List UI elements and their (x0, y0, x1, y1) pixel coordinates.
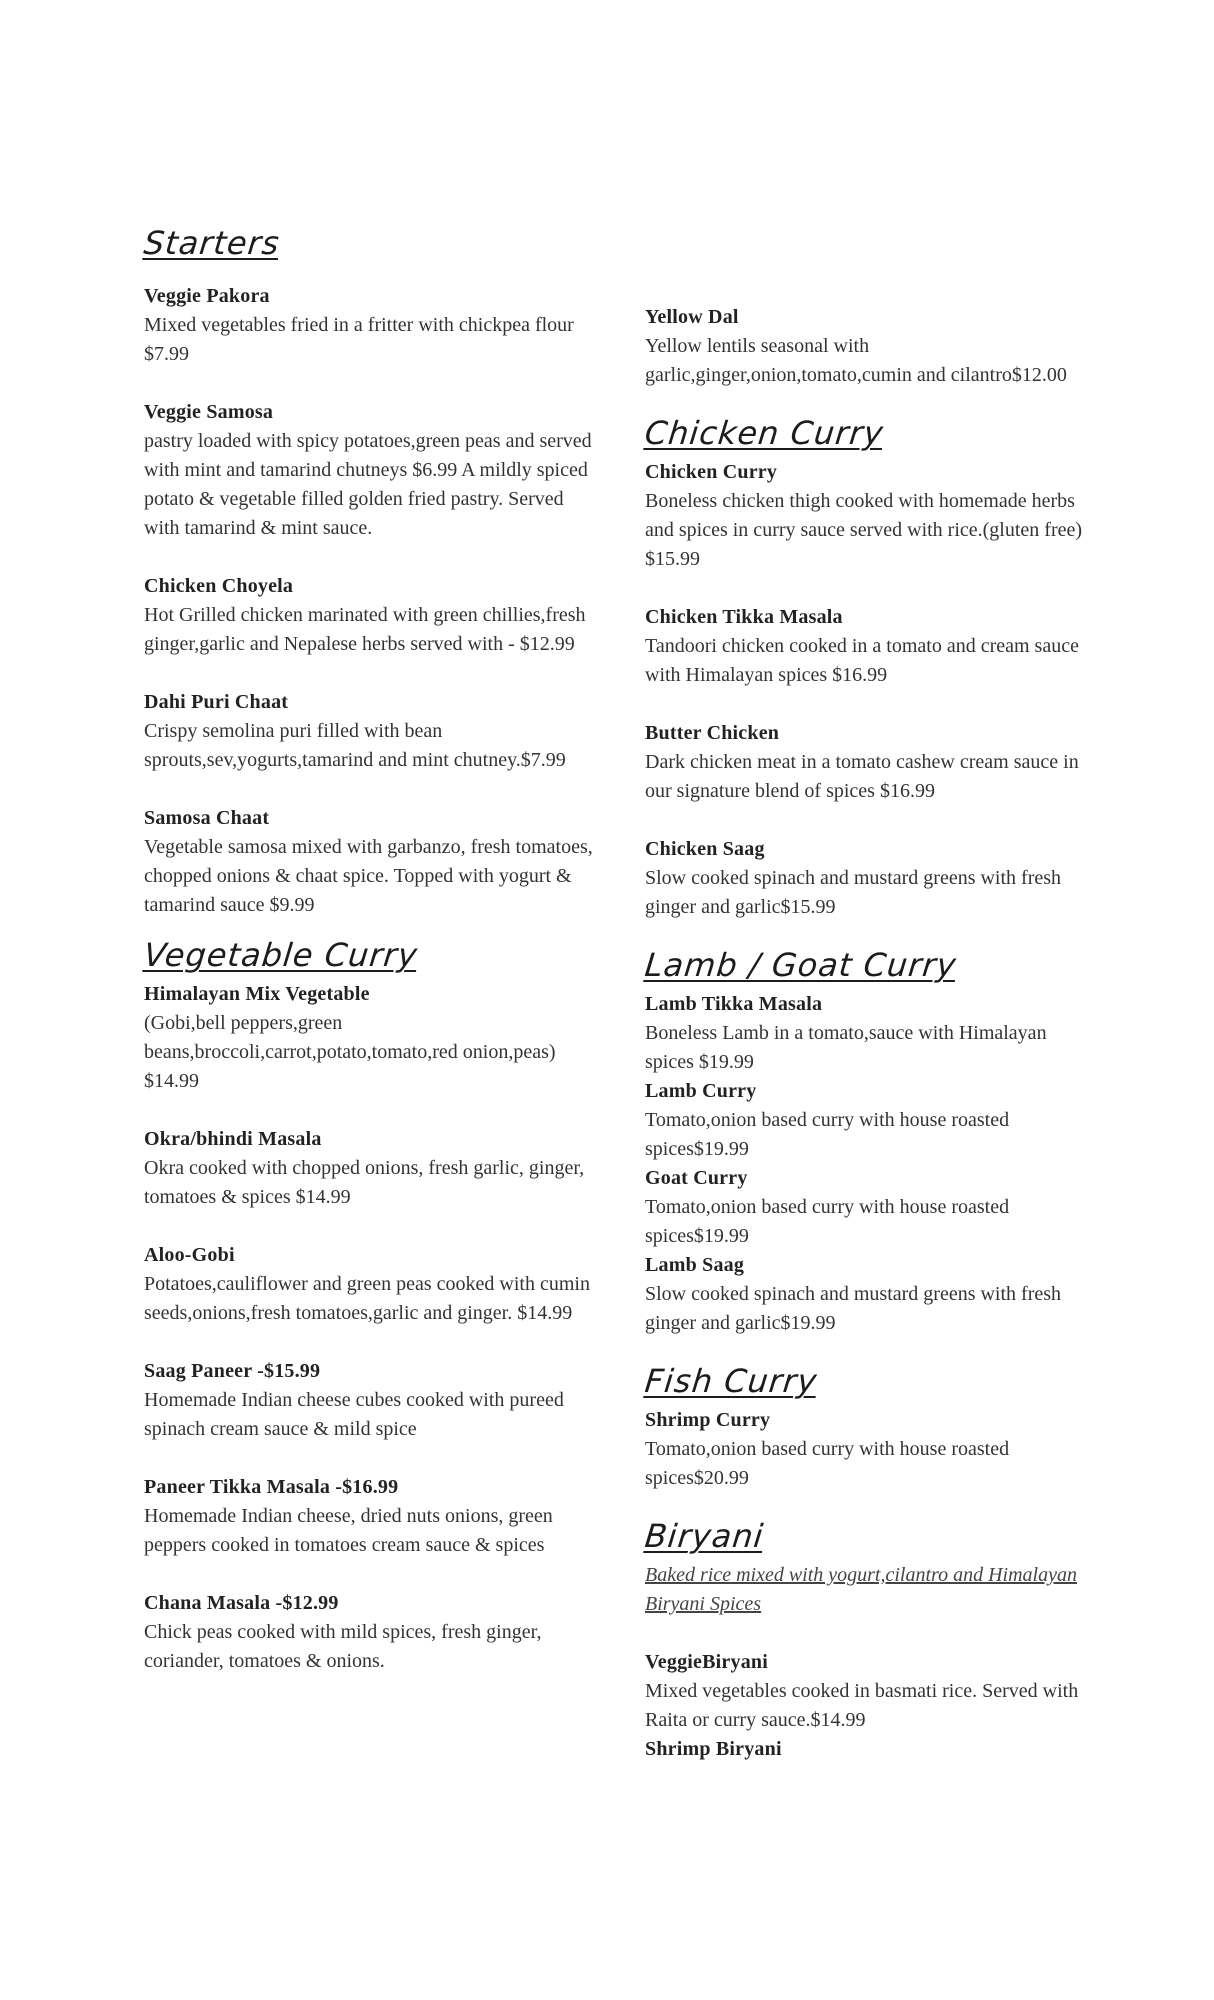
item-name: Shrimp Biryani (645, 1738, 782, 1760)
menu-item (144, 688, 604, 775)
biryani-note: Baked rice mixed with yogurt,cilantro and Himalayan Biryani Spices (645, 1564, 1077, 1615)
menu-item (645, 1164, 1095, 1251)
item-name: Veggie Pakora (144, 285, 270, 307)
item-description: Slow cooked spinach and mustard greens with fresh ginger and garlic$15.99 (645, 867, 1062, 918)
menu-item (645, 990, 1095, 1077)
lamb-goat-curry-section (645, 944, 1095, 1338)
item-name: Veggie Samosa (144, 401, 274, 423)
item-name: Chana Masala -$12.99 (144, 1592, 339, 1614)
item-description: Tomato,onion based curry with house roasted spices$19.99 (645, 1109, 1010, 1160)
item-name: Dahi Puri Chaat (144, 691, 289, 713)
menu-item (144, 1589, 604, 1676)
item-name: Lamb Saag (645, 1254, 745, 1276)
section-title-fish-curry: Fish Curry (643, 1362, 820, 1400)
menu-item (645, 1648, 1095, 1735)
menu-item (645, 1251, 1095, 1338)
menu-item (645, 719, 1095, 806)
menu-item (144, 804, 604, 920)
item-description: Tomato,onion based curry with house roasted spices$19.99 (645, 1196, 1010, 1247)
item-description: Boneless Lamb in a tomato,sauce with Himalayan spices $19.99 (645, 1022, 1047, 1073)
item-name: Chicken Curry (645, 461, 778, 483)
item-description: Homemade Indian cheese cubes cooked with pureed spinach cream sauce & mild spice (144, 1389, 564, 1440)
item-description: pastry loaded with spicy potatoes,green peas and served with mint and tamarind chutneys $6.99 A mildly spiced potato & vegetable filled golden fried pastry. Served with tamarind & mint sauce. (144, 430, 592, 539)
vegetable-curry-section (144, 934, 604, 1676)
section-title-starters: Starters (142, 224, 282, 262)
menu-item (645, 303, 1095, 390)
item-name: Okra/bhindi Masala (144, 1128, 322, 1150)
menu-item (645, 1077, 1095, 1164)
menu-item (144, 282, 604, 369)
chicken-curry-section (645, 412, 1095, 922)
menu-item (144, 980, 604, 1096)
fish-curry-section (645, 1360, 1095, 1493)
menu-item (144, 1357, 604, 1444)
menu-item (144, 1241, 604, 1328)
item-description: Homemade Indian cheese, dried nuts onions, green peppers cooked in tomatoes cream sauce & spices (144, 1505, 553, 1556)
left-column (144, 222, 604, 1705)
item-name: Samosa Chaat (144, 807, 270, 829)
item-description: Potatoes,cauliflower and green peas cooked with cumin seeds,onions,fresh tomatoes,garlic and ginger. $14.99 (144, 1273, 590, 1324)
section-title-biryani: Biryani (643, 1517, 766, 1555)
item-description: Mixed vegetables cooked in basmati rice. Served with Raita or curry sauce.$14.99 (645, 1680, 1079, 1731)
menu-item (645, 835, 1095, 922)
item-description: Hot Grilled chicken marinated with green chillies,fresh ginger,garlic and Nepalese herbs served with - $12.99 (144, 604, 586, 655)
item-description: Okra cooked with chopped onions, fresh garlic, ginger, tomatoes & spices $14.99 (144, 1157, 585, 1208)
item-description: Slow cooked spinach and mustard greens with fresh ginger and garlic$19.99 (645, 1283, 1062, 1334)
item-name: Goat Curry (645, 1167, 748, 1189)
section-title-chicken-curry: Chicken Curry (643, 414, 886, 452)
item-description: Tomato,onion based curry with house roasted spices$20.99 (645, 1438, 1010, 1489)
item-name: Lamb Curry (645, 1080, 757, 1102)
item-description: Crispy semolina puri filled with bean sprouts,sev,yogurts,tamarind and mint chutney.$7.99 (144, 720, 566, 771)
right-column (645, 303, 1095, 1764)
item-name: Chicken Choyela (144, 575, 294, 597)
item-name: Shrimp Curry (645, 1409, 771, 1431)
section-title-lamb-goat-curry: Lamb / Goat Curry (643, 946, 959, 984)
menu-item (645, 1735, 1095, 1764)
item-name: Chicken Tikka Masala (645, 606, 843, 628)
item-description: Mixed vegetables fried in a fritter with chickpea flour $7.99 (144, 314, 574, 365)
starters-section (144, 222, 604, 920)
item-name: Paneer Tikka Masala -$16.99 (144, 1476, 399, 1498)
item-name: Chicken Saag (645, 838, 765, 860)
biryani-section (645, 1515, 1095, 1764)
item-description: Dark chicken meat in a tomato cashew cream sauce in our signature blend of spices $16.99 (645, 751, 1079, 802)
item-description: Yellow lentils seasonal with garlic,ginger,onion,tomato,cumin and cilantro$12.00 (645, 335, 1067, 386)
menu-item (144, 1125, 604, 1212)
item-name: Aloo-Gobi (144, 1244, 235, 1266)
item-name: Butter Chicken (645, 722, 780, 744)
menu-item (144, 1473, 604, 1560)
menu-item (144, 398, 604, 543)
item-description: Chick peas cooked with mild spices, fresh ginger, coriander, tomatoes & onions. (144, 1621, 542, 1672)
menu-item (645, 603, 1095, 690)
item-description: Boneless chicken thigh cooked with homemade herbs and spices in curry sauce served with rice.(gluten free) $15.99 (645, 490, 1083, 570)
section-title-vegetable-curry: Vegetable Curry (142, 936, 420, 974)
item-name: Himalayan Mix Vegetable (144, 983, 370, 1005)
item-description: Tandoori chicken cooked in a tomato and cream sauce with Himalayan spices $16.99 (645, 635, 1079, 686)
item-name: Lamb Tikka Masala (645, 993, 823, 1015)
menu-item (144, 572, 604, 659)
item-description: Vegetable samosa mixed with garbanzo, fresh tomatoes, chopped onions & chaat spice. Topped with yogurt & tamarind sauce $9.99 (144, 836, 593, 916)
item-name: VeggieBiryani (645, 1651, 768, 1673)
menu-item (645, 458, 1095, 574)
menu-item (645, 1406, 1095, 1493)
item-description: (Gobi,bell peppers,green beans,broccoli,carrot,potato,tomato,red onion,peas) $14.99 (144, 1012, 556, 1092)
item-name: Yellow Dal (645, 306, 739, 328)
item-name: Saag Paneer -$15.99 (144, 1360, 321, 1382)
